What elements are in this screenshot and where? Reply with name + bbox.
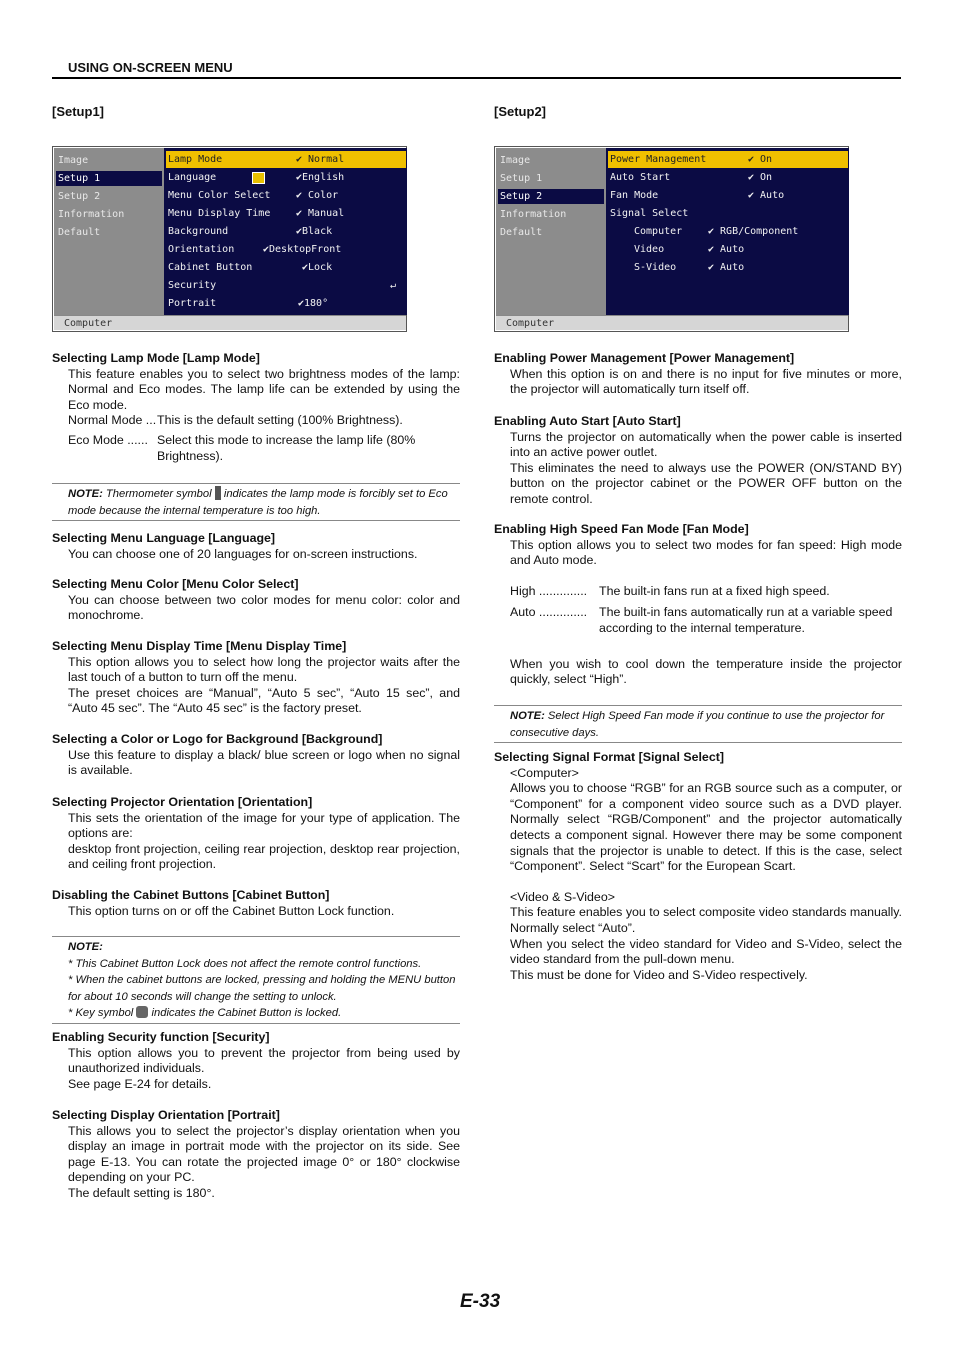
section-heading: Disabling the Cabinet Buttons [Cabinet Button] (52, 888, 330, 902)
language-icon (252, 172, 265, 184)
menu-item-setup2: Setup 2 (498, 189, 604, 204)
section-body: This must be done for Video and S-Video respectively. (510, 967, 808, 982)
menu-row-lamp-mode: Lamp Mode ✔ Normal (166, 151, 406, 168)
section-body: desktop front projection, ceiling rear projection, desktop rear projection, and ceiling front projection. (68, 841, 460, 872)
language-section (52, 531, 460, 562)
section-heading: Enabling High Speed Fan Mode [Fan Mode] (494, 522, 749, 536)
section-heading: Enabling Auto Start [Auto Start] (494, 414, 681, 428)
setup1-menu-screenshot (52, 146, 407, 332)
background-section (52, 732, 460, 779)
menu-row-power-management: Power Management ✔ On (608, 151, 848, 168)
thermometer-icon (215, 486, 221, 500)
section-body: Turns the projector on automatically when the power cable is inserted into an active power outlet. (510, 429, 902, 460)
section-body: You can choose between two color modes for menu color: color and monochrome. (68, 592, 460, 623)
note-label: NOTE: (68, 488, 103, 500)
menu-row-orientation: Orientation ✔DesktopFront (168, 244, 342, 255)
key-icon (136, 1006, 148, 1018)
menu-item-information: Information (58, 209, 125, 220)
menu-row-fan-mode: Fan Mode ✔ Auto (610, 190, 785, 201)
option-row-eco: Eco Mode ...... Select this mode to increase the lamp life (80% Brightness). (68, 432, 416, 463)
section-body: This feature enables you to select two brightness modes of the lamp: Normal and Eco modes. The lamp life can be extended by using the Eco mode. (68, 366, 460, 412)
section-body: This option allows you to select how long the projector waits after the last touch of a button to turn off the menu. (68, 654, 460, 685)
menu-row-security: Security ↵ (166, 277, 406, 294)
section-heading: Selecting Signal Format [Signal Select] (494, 750, 724, 764)
menu-row-language: Language ✔English (168, 172, 345, 183)
setup1-title: [Setup1] (52, 104, 104, 119)
section-heading: Enabling Security function [Security] (52, 1030, 270, 1044)
section-heading: Selecting Display Orientation [Portrait] (52, 1108, 280, 1122)
note-item: * When the cabinet buttons are locked, pressing and holding the MENU button for about 10 seconds will change the setting to unlock. (68, 974, 456, 1003)
subheading-video: <Video & S-Video> (510, 889, 615, 904)
menu-row-auto-start: Auto Start ✔ On (610, 172, 773, 183)
power-management-section (494, 351, 902, 398)
note-label: NOTE: (68, 941, 103, 953)
menu-item-image: Image (58, 155, 89, 166)
section-heading: Selecting Menu Language [Language] (52, 531, 276, 545)
note-item: * Key symbol indicates the Cabinet Button is locked. (68, 1007, 342, 1019)
option-row-normal: Normal Mode ... This is the default setting (100% Brightness). (68, 413, 403, 428)
menu-item-default: Default (500, 227, 543, 238)
page-header: USING ON-SCREEN MENU (68, 60, 233, 75)
auto-start-section (494, 414, 902, 508)
note-item: * This Cabinet Button Lock does not affect the remote control functions. (68, 957, 422, 970)
cabinet-note (52, 936, 460, 1024)
section-body: This allows you to select the projector’s display orientation when you display an image in portrait mode with the projector on its side. See page E-13. You can rotate the projected image 0° or 180° clockwise depending on your PC. (68, 1123, 460, 1185)
section-body: Use this feature to display a black/ blue screen or logo when no signal is available. (68, 747, 460, 778)
section-body: When this option is on and there is no input for five minutes or more, the projector will automatically turn itself off. (510, 366, 902, 397)
display-time-section (52, 639, 460, 717)
menu-status-bar: Computer (54, 315, 406, 330)
section-body: This sets the orientation of the image for your type of application. The options are: (68, 810, 460, 841)
menu-item-default: Default (58, 227, 101, 238)
lamp-note: NOTE: Thermometer symbol indicates the lamp mode is forcibly set to Eco mode because the internal temperature is too high. (52, 483, 460, 521)
menu-row-menu-color: Menu Color Select ✔ Color (168, 190, 339, 201)
menu-row-signal-select: Signal Select (610, 208, 689, 219)
menu-row-cabinet-button: Cabinet Button ✔Lock (168, 262, 333, 273)
fan-note: NOTE: Select High Speed Fan mode if you continue to use the projector for consecutive days. (494, 705, 902, 743)
menu-row-video: Video ✔ Auto (634, 244, 745, 255)
section-body: You can choose one of 20 languages for on-screen instructions. (68, 546, 418, 561)
section-heading: Selecting Menu Display Time [Menu Display Time] (52, 639, 347, 653)
security-section (52, 1030, 460, 1092)
portrait-section (52, 1108, 460, 1202)
cabinet-button-section (52, 888, 460, 919)
setup2-menu-screenshot (494, 146, 849, 332)
enter-icon: ↵ (390, 280, 397, 291)
page-number: E-33 (460, 1291, 501, 1312)
menu-color-section (52, 577, 460, 624)
section-body: When you wish to cool down the temperature inside the projector quickly, select “High”. (510, 656, 902, 687)
menu-item-setup1: Setup 1 (500, 173, 543, 184)
menu-item-setup1: Setup 1 (56, 171, 162, 186)
menu-item-setup2: Setup 2 (58, 191, 101, 202)
orientation-section (52, 795, 460, 873)
menu-row-s-video: S-Video ✔ Auto (634, 262, 745, 273)
section-body: This option allows you to select two modes for fan speed: High mode and Auto mode. (510, 537, 902, 568)
lamp-mode-section (52, 351, 460, 464)
section-body: When you select the video standard for Video and S-Video, select the video standard from the pull-down menu. (510, 936, 902, 967)
section-heading: Selecting Menu Color [Menu Color Select] (52, 577, 299, 591)
section-heading: Selecting a Color or Logo for Background [Background] (52, 732, 383, 746)
section-body: This eliminates the need to always use the POWER (ON/STAND BY) button on the projector cabinet or the POWER OFF button on the remote control. (510, 460, 902, 506)
section-body: This feature enables you to select composite video standards manually. Normally select “Auto”. (510, 905, 902, 935)
section-body: Allows you to choose “RGB” for an RGB source such as a computer, or “Component” for a component video source such as a DVD player. Normally select “RGB/Component” and the projector automatically detects a component signal. However there may be some component signals that the projector is unable to detect. If this is the case, select “Component”. Select “Scart” for the European Scart. (510, 781, 902, 874)
section-heading: Selecting Projector Orientation [Orientation] (52, 795, 313, 809)
section-heading: Enabling Power Management [Power Management] (494, 351, 795, 365)
menu-row-display-time: Menu Display Time ✔ Manual (168, 208, 345, 219)
subheading-computer: <Computer> (510, 765, 579, 780)
section-body: The default setting is 180°. (68, 1185, 215, 1200)
section-body: The preset choices are “Manual”, “Auto 5 sec”, “Auto 15 sec”, and “Auto 45 sec”. The “Auto 45 sec” is the factory preset. (68, 685, 460, 716)
section-heading: Selecting Lamp Mode [Lamp Mode] (52, 351, 260, 365)
section-body: This option turns on or off the Cabinet Button Lock function. (68, 903, 395, 918)
note-label: NOTE: (510, 710, 545, 722)
option-row-auto: Auto .............. The built-in fans automatically run at a variable speed according to the internal temperature. (510, 605, 893, 635)
signal-select-section (494, 750, 902, 983)
header-rule (52, 77, 901, 79)
setup2-title: [Setup2] (494, 104, 546, 119)
menu-row-portrait: Portrait ✔180° (168, 298, 329, 309)
menu-row-computer: Computer ✔ RGB/Component (634, 226, 799, 237)
menu-item-information: Information (500, 209, 567, 220)
section-body: See page E-24 for details. (68, 1076, 212, 1091)
section-body: This option allows you to prevent the projector from being used by unauthorized individuals. (68, 1045, 460, 1076)
menu-row-background: Background ✔Black (168, 226, 333, 237)
option-row-high: High .............. The built-in fans run at a fixed high speed. (510, 583, 830, 598)
fan-mode-section (494, 522, 902, 688)
menu-status-bar: Computer (496, 315, 848, 330)
menu-item-image: Image (500, 155, 531, 166)
